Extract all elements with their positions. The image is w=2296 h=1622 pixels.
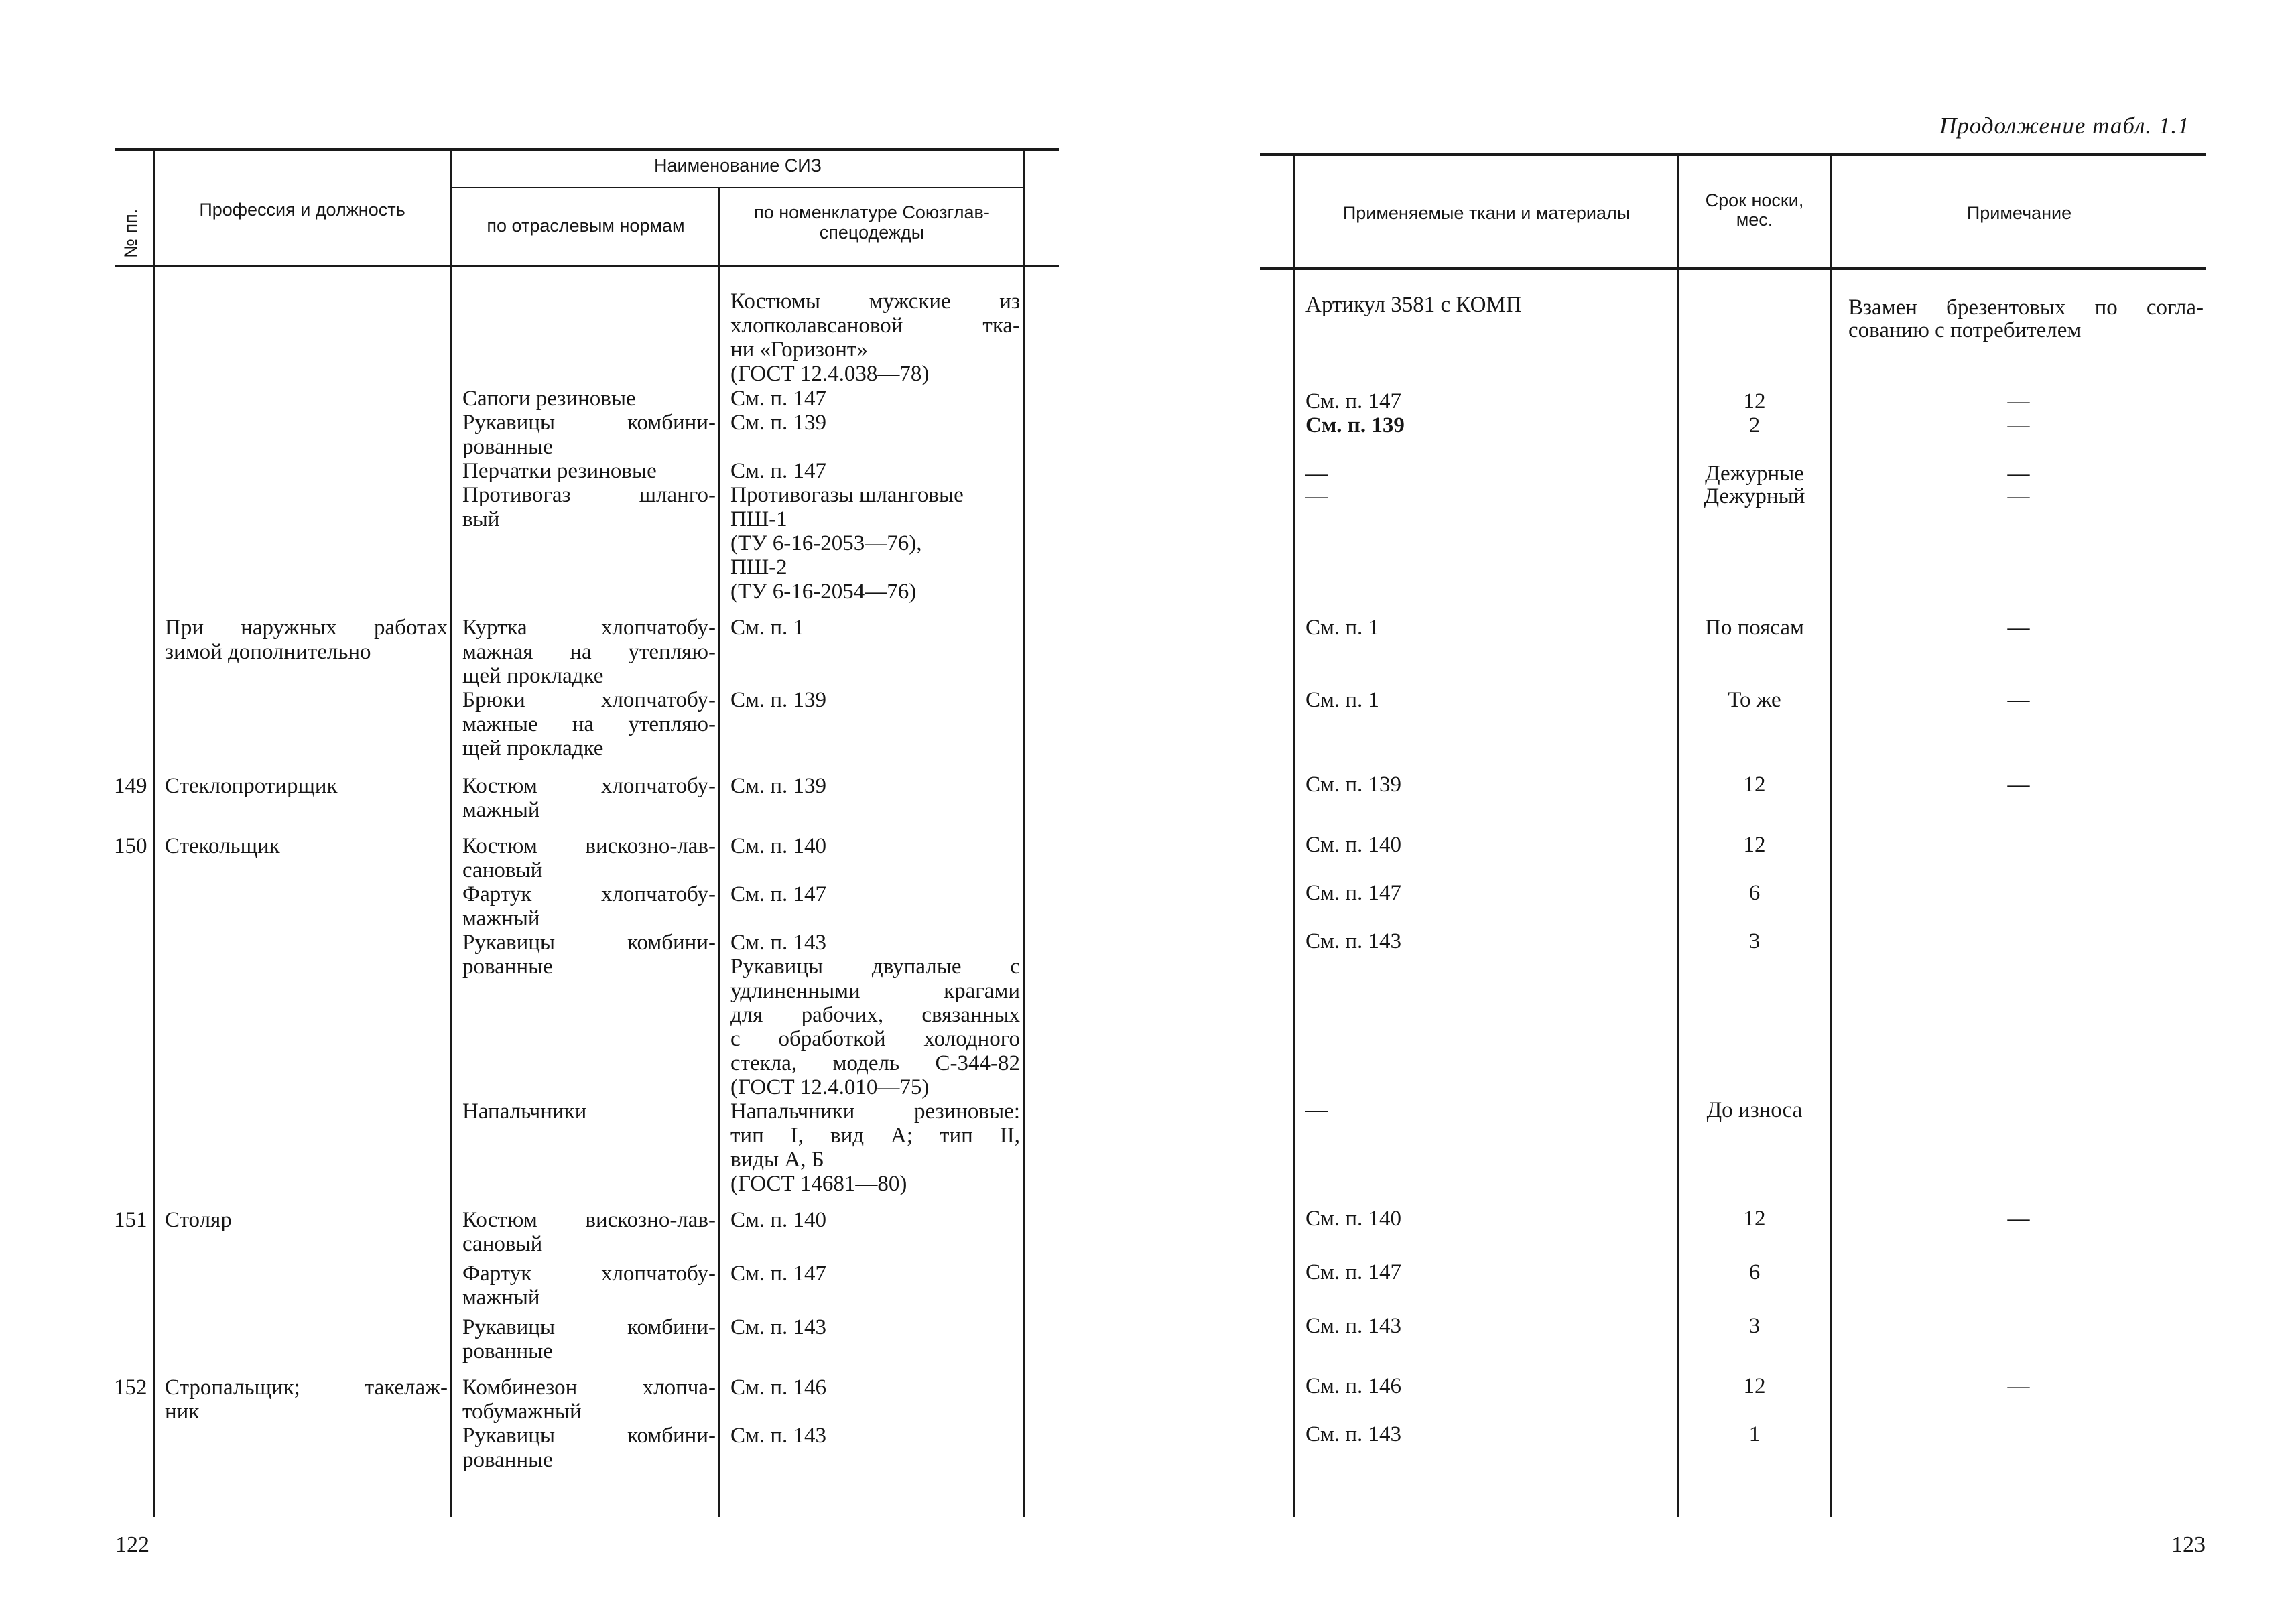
right-col-divider-3-body <box>1830 270 1832 1517</box>
r-term: 12 <box>1743 389 1766 413</box>
header-siz-name: Наименование СИЗ <box>654 155 822 176</box>
r5-item-line: Противогаз шланго- <box>462 483 716 507</box>
r12-nom-line: (ГОСТ 14681—80) <box>730 1172 907 1196</box>
left-table-top-rule <box>115 148 1059 151</box>
r2-nom: См. п. 147 <box>730 387 827 411</box>
r5-item-line: вый <box>462 507 500 531</box>
r-mat: См. п. 140 <box>1305 833 1402 857</box>
r1-nom-line: ни «Горизонт» <box>730 338 868 362</box>
r-note: — <box>2007 462 2030 486</box>
r-term: То же <box>1728 688 1781 712</box>
header-materials: Применяемые ткани и материалы <box>1342 203 1631 223</box>
r6-prof-line: зимой дополнительно <box>165 640 371 664</box>
r-mat: — <box>1305 1098 1328 1122</box>
r8-prof: Стеклопротирщик <box>165 774 338 798</box>
left-col-divider-3 <box>718 188 720 265</box>
r2-item: Сапоги резиновые <box>462 387 636 411</box>
r8-item-line: Костюм хлопчатобу- <box>462 774 716 798</box>
r7-item-line: щей прокладке <box>462 736 604 760</box>
r-term: Дежурные <box>1705 462 1804 486</box>
left-col-divider-1-body <box>153 267 155 1517</box>
right-table-top-rule <box>1260 153 2206 156</box>
left-col-divider-3-body <box>718 267 720 1517</box>
r16-nom: См. п. 146 <box>730 1375 827 1400</box>
r12-nom-line: тип I, вид А; тип II, <box>730 1124 1020 1148</box>
r-term: 2 <box>1748 413 1761 437</box>
r17-item-line: Рукавицы комбини- <box>462 1424 716 1448</box>
left-col-divider-2 <box>450 151 452 265</box>
r13-item-line: сановый <box>462 1232 543 1256</box>
r13-nom: См. п. 140 <box>730 1208 827 1232</box>
r7-nom: См. п. 139 <box>730 688 827 712</box>
r-note: — <box>2007 484 2030 509</box>
r10-item-line: мажный <box>462 906 540 931</box>
left-col-divider-4 <box>1023 151 1025 265</box>
r12-nom-line: виды А, Б <box>730 1148 824 1172</box>
r9-item-line: Костюм вискозно-лав- <box>462 834 716 858</box>
r-term: 12 <box>1743 1374 1766 1398</box>
r-note-line: сованию с потребителем <box>1848 318 2082 342</box>
r12-item: Напальчники <box>462 1099 587 1124</box>
r-note: — <box>2007 616 2030 640</box>
r8-no: 149 <box>114 774 147 798</box>
r-term: 1 <box>1748 1422 1761 1446</box>
right-col-divider-1 <box>1293 156 1295 267</box>
r-mat: Артикул 3581 с КОМП <box>1305 293 1522 317</box>
r-term: 3 <box>1748 929 1761 953</box>
r-term: 12 <box>1743 772 1766 797</box>
right-col-divider-3 <box>1830 156 1832 267</box>
r5-nom-line: ПШ-1 <box>730 507 787 531</box>
r-mat: См. п. 1 <box>1305 616 1380 640</box>
r14-nom: См. п. 147 <box>730 1262 827 1286</box>
r-term: 6 <box>1748 881 1761 905</box>
right-header-bottom-rule <box>1260 267 2206 270</box>
r15-item-line: рованные <box>462 1339 553 1363</box>
r-mat: См. п. 143 <box>1305 1422 1402 1446</box>
r9-nom: См. п. 140 <box>730 834 827 858</box>
r3-item-line: Рукавицы комбини- <box>462 411 716 435</box>
r5-nom-line: (ТУ 6-16-2054—76) <box>730 580 917 604</box>
r14-item-line: мажный <box>462 1286 540 1310</box>
header-note: Примечание <box>1966 203 2072 223</box>
r-term: По поясам <box>1705 616 1804 640</box>
r7-item-line: Брюки хлопчатобу- <box>462 688 716 712</box>
header-term-line: Срок носки, <box>1705 190 1804 210</box>
r6-prof-line: При наружных работах <box>165 616 448 640</box>
r-mat: — <box>1305 484 1328 509</box>
header-no: № пп. <box>121 208 141 258</box>
header-term-line: мес. <box>1736 210 1773 230</box>
r6-item-line: щей прокладке <box>462 664 604 688</box>
r6-item-line: мажная на утепляю- <box>462 640 716 664</box>
r-term: 12 <box>1743 833 1766 857</box>
r7-item-line: мажные на утепляю- <box>462 712 716 736</box>
r15-item-line: Рукавицы комбини- <box>462 1315 716 1339</box>
r9-prof: Стекольщик <box>165 834 280 858</box>
r-mat: См. п. 140 <box>1305 1207 1402 1231</box>
left-header-bottom-rule <box>115 265 1059 267</box>
page-number-right: 123 <box>2171 1532 2206 1557</box>
left-col-divider-2-body <box>450 267 452 1517</box>
r-term: До износа <box>1706 1098 1803 1122</box>
r-mat: См. п. 147 <box>1305 389 1402 413</box>
r-mat: См. п. 1 <box>1305 688 1380 712</box>
r4-nom: См. п. 147 <box>730 459 827 483</box>
r4-item: Перчатки резиновые <box>462 459 657 483</box>
r-mat: См. п. 139 <box>1305 772 1402 797</box>
r-term: 12 <box>1743 1207 1766 1231</box>
r-note: — <box>2007 688 2030 712</box>
r3-item-line: рованные <box>462 435 553 459</box>
r16-item-line: тобумажный <box>462 1400 582 1424</box>
r1-nom-line: хлопколавсановой тка- <box>730 314 1020 338</box>
r-note: — <box>2007 772 2030 797</box>
right-col-divider-2-body <box>1677 270 1679 1517</box>
r13-prof: Столяр <box>165 1208 232 1232</box>
r1-nom-line: (ГОСТ 12.4.038—78) <box>730 362 930 386</box>
r14-item-line: Фартук хлопчатобу- <box>462 1262 716 1286</box>
r9-item-line: сановый <box>462 858 543 882</box>
r15-nom: См. п. 143 <box>730 1315 827 1339</box>
right-col-divider-2 <box>1677 156 1679 267</box>
r-mat: См. п. 139 <box>1305 413 1405 437</box>
r5-nom-line: Противогазы шланговые <box>730 483 964 507</box>
r-note: — <box>2007 1207 2030 1231</box>
r11-nom-line: удлиненными крагами <box>730 979 1020 1003</box>
r-note: — <box>2007 413 2030 437</box>
r-note: — <box>2007 389 2030 413</box>
left-col-divider-4-body <box>1023 267 1025 1517</box>
page-number-left: 122 <box>115 1532 149 1557</box>
r-mat: См. п. 143 <box>1305 929 1402 953</box>
r11-item-line: Рукавицы комбини- <box>462 931 716 955</box>
r11-nom-line: (ГОСТ 12.4.010—75) <box>730 1075 930 1099</box>
r10-item-line: Фартук хлопчатобу- <box>462 882 716 906</box>
right-col-divider-1-body <box>1293 270 1295 1517</box>
continuation-caption: Продолжение табл. 1.1 <box>1939 113 2190 139</box>
r-note-line: Взамен брезентовых по согла- <box>1848 295 2204 320</box>
r16-item-line: Комбинезон хлопча- <box>462 1375 716 1400</box>
header-by-industry: по отраслевым нормам <box>487 216 685 236</box>
r16-prof-line: Стропальщик; такелаж- <box>165 1375 448 1400</box>
r9-no: 150 <box>114 834 147 858</box>
r-mat: См. п. 147 <box>1305 881 1402 905</box>
r11-item-line: рованные <box>462 955 553 979</box>
r3-nom: См. п. 139 <box>730 411 827 435</box>
r11-nom-line: для рабочих, связанных <box>730 1003 1020 1027</box>
r6-item-line: Куртка хлопчатобу- <box>462 616 716 640</box>
r10-nom: См. п. 147 <box>730 882 827 906</box>
r-mat: См. п. 143 <box>1305 1314 1402 1338</box>
r5-nom-line: ПШ-2 <box>730 555 787 580</box>
r13-no: 151 <box>114 1208 147 1232</box>
left-header-subrule <box>452 187 1024 188</box>
r13-item-line: Костюм вискозно-лав- <box>462 1208 716 1232</box>
r1-nom-line: Костюмы мужские из <box>730 289 1020 314</box>
header-by-nomenclature-1: по номенклатуре Союзглав- <box>754 202 990 222</box>
r17-nom: См. п. 143 <box>730 1424 827 1448</box>
header-profession: Профессия и должность <box>199 200 405 220</box>
r11-nom-line: Рукавицы двупалые с <box>730 955 1020 979</box>
header-by-nomenclature-2: спецодежды <box>819 222 925 243</box>
r16-prof-line: ник <box>165 1400 200 1424</box>
r8-item-line: мажный <box>462 798 540 822</box>
r-term: 3 <box>1748 1314 1761 1338</box>
r11-nom-line: стекла, модель С-344-82 <box>730 1051 1020 1075</box>
r8-nom: См. п. 139 <box>730 774 827 798</box>
left-col-divider-1 <box>153 151 155 265</box>
r11-nom-line: См. п. 143 <box>730 931 827 955</box>
r5-nom-line: (ТУ 6-16-2053—76), <box>730 531 922 555</box>
r-note: — <box>2007 1374 2030 1398</box>
r11-nom-line: с обработкой холодного <box>730 1027 1020 1051</box>
r-term: Дежурный <box>1704 484 1805 509</box>
r16-no: 152 <box>114 1375 147 1400</box>
r-mat: См. п. 147 <box>1305 1260 1402 1284</box>
r17-item-line: рованные <box>462 1448 553 1472</box>
r12-nom-line: Напальчники резиновые: <box>730 1099 1020 1124</box>
r-mat: — <box>1305 462 1328 486</box>
r-mat: См. п. 146 <box>1305 1374 1402 1398</box>
r-term: 6 <box>1748 1260 1761 1284</box>
r6-nom: См. п. 1 <box>730 616 805 640</box>
